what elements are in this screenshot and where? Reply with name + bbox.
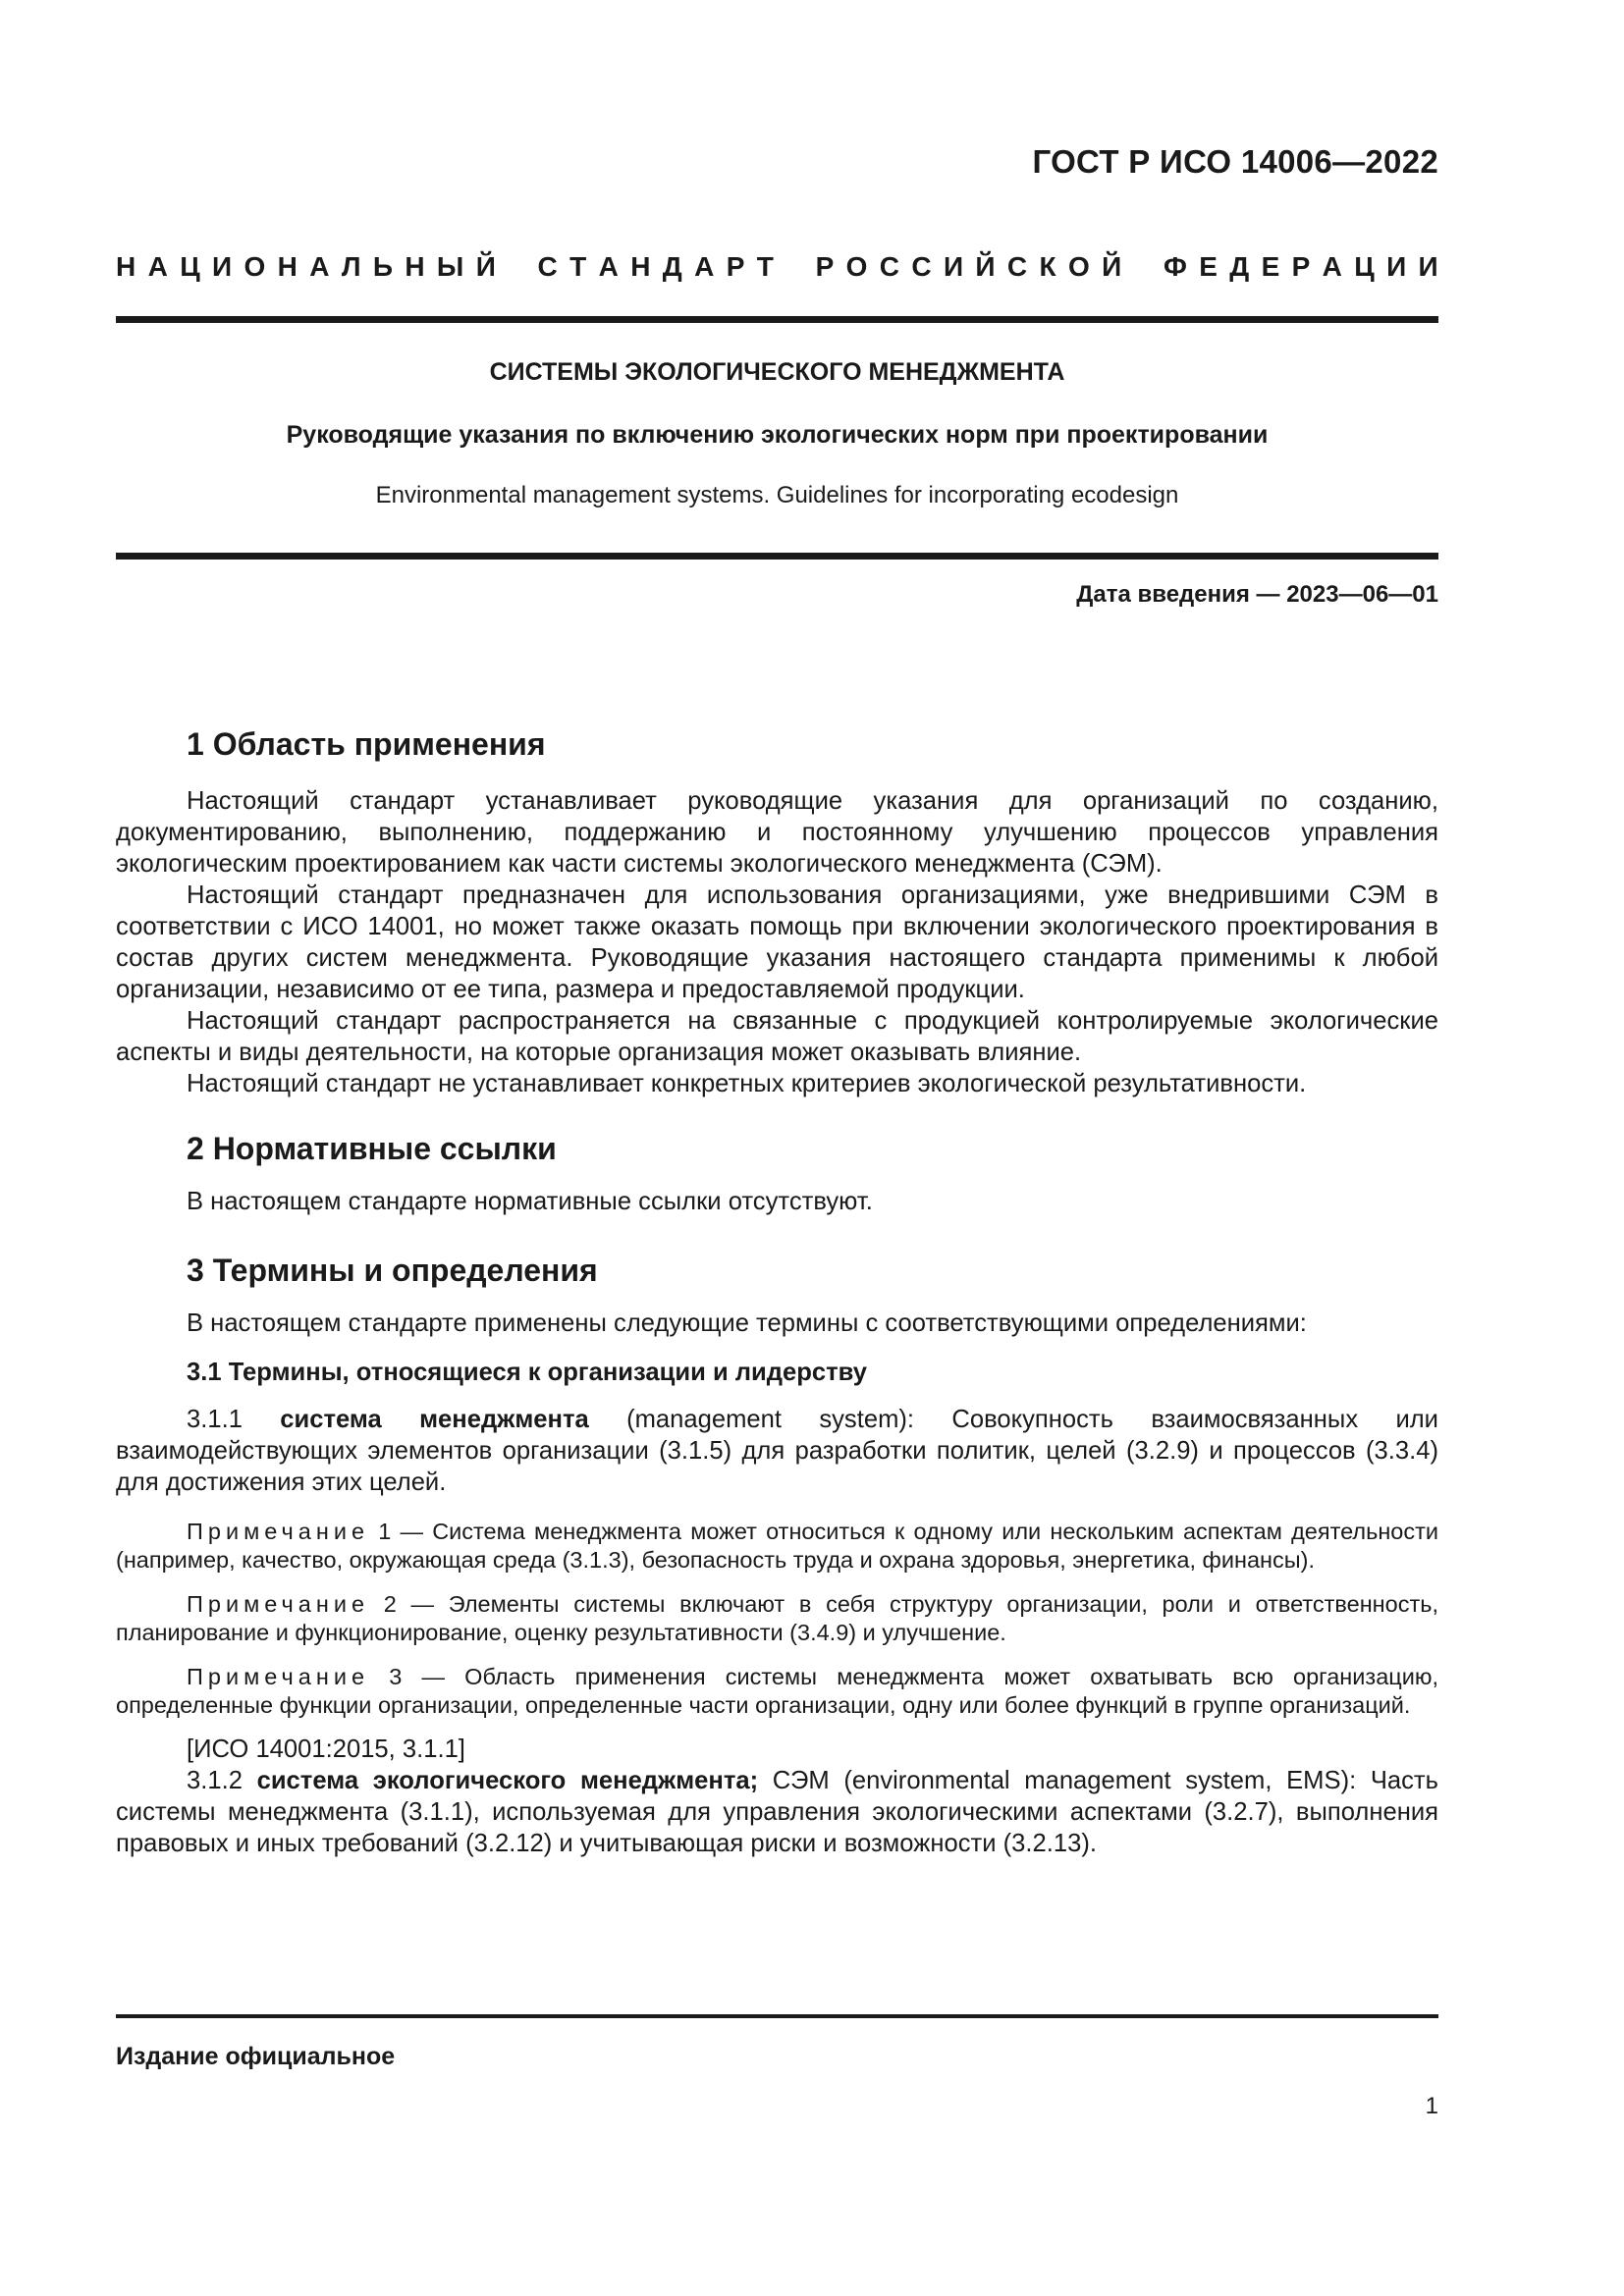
official-edition-label: Издание официальное [116, 2043, 396, 2070]
banner-letter: И [943, 251, 964, 282]
source-reference: [ИСО 14001:2015, 3.1.1] [187, 1735, 465, 1763]
banner-letter: С [537, 251, 558, 282]
section-1-paragraph-4: Настоящий стандарт не устанавливает конкретных критериев экологической результативности. [187, 1070, 1307, 1097]
note-text: 1 — Система менеджмента может относиться к одному или нескольким аспектам деятельности (например, качество, окружающая среда (3.1.3), безопасность труда и охрана здоровья, энергетика, финансы). [116, 1519, 1439, 1573]
term-name: система менеджмента [280, 1406, 589, 1433]
banner-letter: Ь [372, 251, 393, 282]
banner-letter: Р [726, 251, 745, 282]
banner-letter: Ы [436, 251, 464, 282]
banner-letter: А [147, 251, 168, 282]
note-3 [116, 1663, 1438, 1720]
banner-letter: А [1322, 251, 1342, 282]
banner-letter: К [1039, 251, 1056, 282]
banner-letter: И [212, 251, 233, 282]
banner-letter: Р [1291, 251, 1311, 282]
banner-letter: Д [1229, 251, 1250, 282]
banner-letter: Е [1199, 251, 1218, 282]
guideline-title: Руководящие указания по включению экологических норм при проектировании [286, 421, 1269, 449]
banner-letter: С [911, 251, 932, 282]
footer-rule [116, 2014, 1438, 2018]
term-number: 3.1.1 [187, 1406, 243, 1433]
banner-letter: Н [405, 251, 425, 282]
standard-number: ГОСТ Р ИСО 14006—2022 [1032, 143, 1438, 180]
section-3-heading: 3 Термины и определения [187, 1253, 598, 1288]
banner-gap [785, 251, 803, 283]
note-text: 2 — Элементы системы включают в себя структуру организации, роли и ответственность, планирование и функционирование, оценку результативности (3.4.9) и улучшение. [116, 1591, 1439, 1645]
banner-letter: Е [1261, 251, 1280, 282]
banner-letter: Т [569, 251, 587, 282]
section-1-paragraph-1: Настоящий стандарт устанавливает руководящие указания для организаций по созданию, документированию, выполнению, поддержанию и постоянному улучшению процессов управления экологическим проектированием как части системы экологического менеджмента (СЭМ). [116, 787, 1438, 878]
banner-letter: И [1386, 251, 1407, 282]
banner-letter: О [244, 251, 266, 282]
national-standard-banner [116, 251, 1438, 283]
banner-letter: Ф [1163, 251, 1187, 282]
banner-letter: Й [1102, 251, 1122, 282]
banner-letter: А [598, 251, 619, 282]
banner-letter: О [1067, 251, 1090, 282]
banner-letter: С [879, 251, 899, 282]
banner-letter: А [694, 251, 715, 282]
section-3-intro: В настоящем стандарте применены следующие термины с соответствующими определениями: [187, 1309, 1307, 1337]
note-label: Примечание [187, 1519, 370, 1544]
banner-letter: Л [341, 251, 361, 282]
system-title: СИСТЕМЫ ЭКОЛОГИЧЕСКОГО МЕНЕДЖМЕНТА [489, 358, 1065, 386]
term-definition: СЭМ (environmental management system, EMS): Часть системы менеджмента (3.1.1), используемая для управления экологическими аспектами (3.2.7), выполнения правовых и иных требований (3.2.12) и учитывающая риски и возможности (3.2.13). [116, 1767, 1438, 1857]
banner-gap [508, 251, 525, 283]
term-3-1-1 [116, 1404, 1438, 1498]
main-content [116, 724, 1438, 1859]
banner-letter: Й [475, 251, 496, 282]
banner-letter: А [309, 251, 330, 282]
banner-letter: Н [277, 251, 298, 282]
banner-letter: Ц [1354, 251, 1375, 282]
banner-letter: И [1418, 251, 1438, 282]
english-title: Environmental management systems. Guidelines for incorporating ecodesign [375, 482, 1179, 508]
banner-letter: Н [630, 251, 651, 282]
banner-letter: Р [815, 251, 835, 282]
header-rule-bottom [116, 553, 1438, 560]
banner-letter: С [1006, 251, 1028, 282]
note-text: 3 — Область применения системы менеджмента может охватывать всю организацию, определенные функции организации, определенные части организации, одну или более функций в группе организаций. [116, 1664, 1438, 1718]
banner-letter: О [845, 251, 868, 282]
banner-letter: Н [116, 251, 136, 282]
section-1-paragraph-3: Настоящий стандарт распространяется на связанные с продукцией контролируемые экологические аспекты и виды деятельности, на которые организация может оказывать влияние. [116, 1007, 1438, 1066]
term-definition: (management system): Совокупность взаимосвязанных или взаимодействующих элементов организации (3.1.5) для разработки политик, целей (3.2.9) и процессов (3.3.4) для достижения этих целей. [116, 1406, 1438, 1496]
term-3-1-2 [116, 1765, 1438, 1859]
section-1-heading: 1 Область применения [187, 726, 546, 762]
section-2-paragraph: В настоящем стандарте нормативные ссылки отсутствуют. [187, 1188, 873, 1215]
banner-gap [1134, 251, 1152, 283]
section-2-heading: 2 Нормативные ссылки [187, 1131, 557, 1166]
term-name: система экологического менеджмента; [256, 1767, 759, 1794]
banner-letter: Ц [180, 251, 200, 282]
note-1 [116, 1518, 1438, 1575]
introduction-date: Дата введения — 2023—06—01 [1076, 581, 1438, 608]
banner-letter: Й [975, 251, 996, 282]
banner-letter: Т [756, 251, 774, 282]
banner-letter: Д [662, 251, 682, 282]
page-number: 1 [1425, 2093, 1438, 2119]
note-2 [116, 1590, 1438, 1647]
subsection-3-1-heading: 3.1 Термины, относящиеся к организации и лидерству [187, 1359, 867, 1386]
section-1-paragraph-2: Настоящий стандарт предназначен для использования организациями, уже внедрившими СЭМ в соответствии с ИСО 14001, но может также оказать помощь при включении экологического проектирования в состав других систем менеджмента. Руководящие указания настоящего стандарта применимы к любой организации, независимо от ее типа, размера и предоставляемой продукции. [116, 881, 1438, 1003]
note-label: Примечание [187, 1591, 370, 1617]
term-number: 3.1.2 [187, 1767, 243, 1794]
note-label: Примечание [187, 1664, 370, 1689]
header-rule-top [116, 316, 1438, 323]
